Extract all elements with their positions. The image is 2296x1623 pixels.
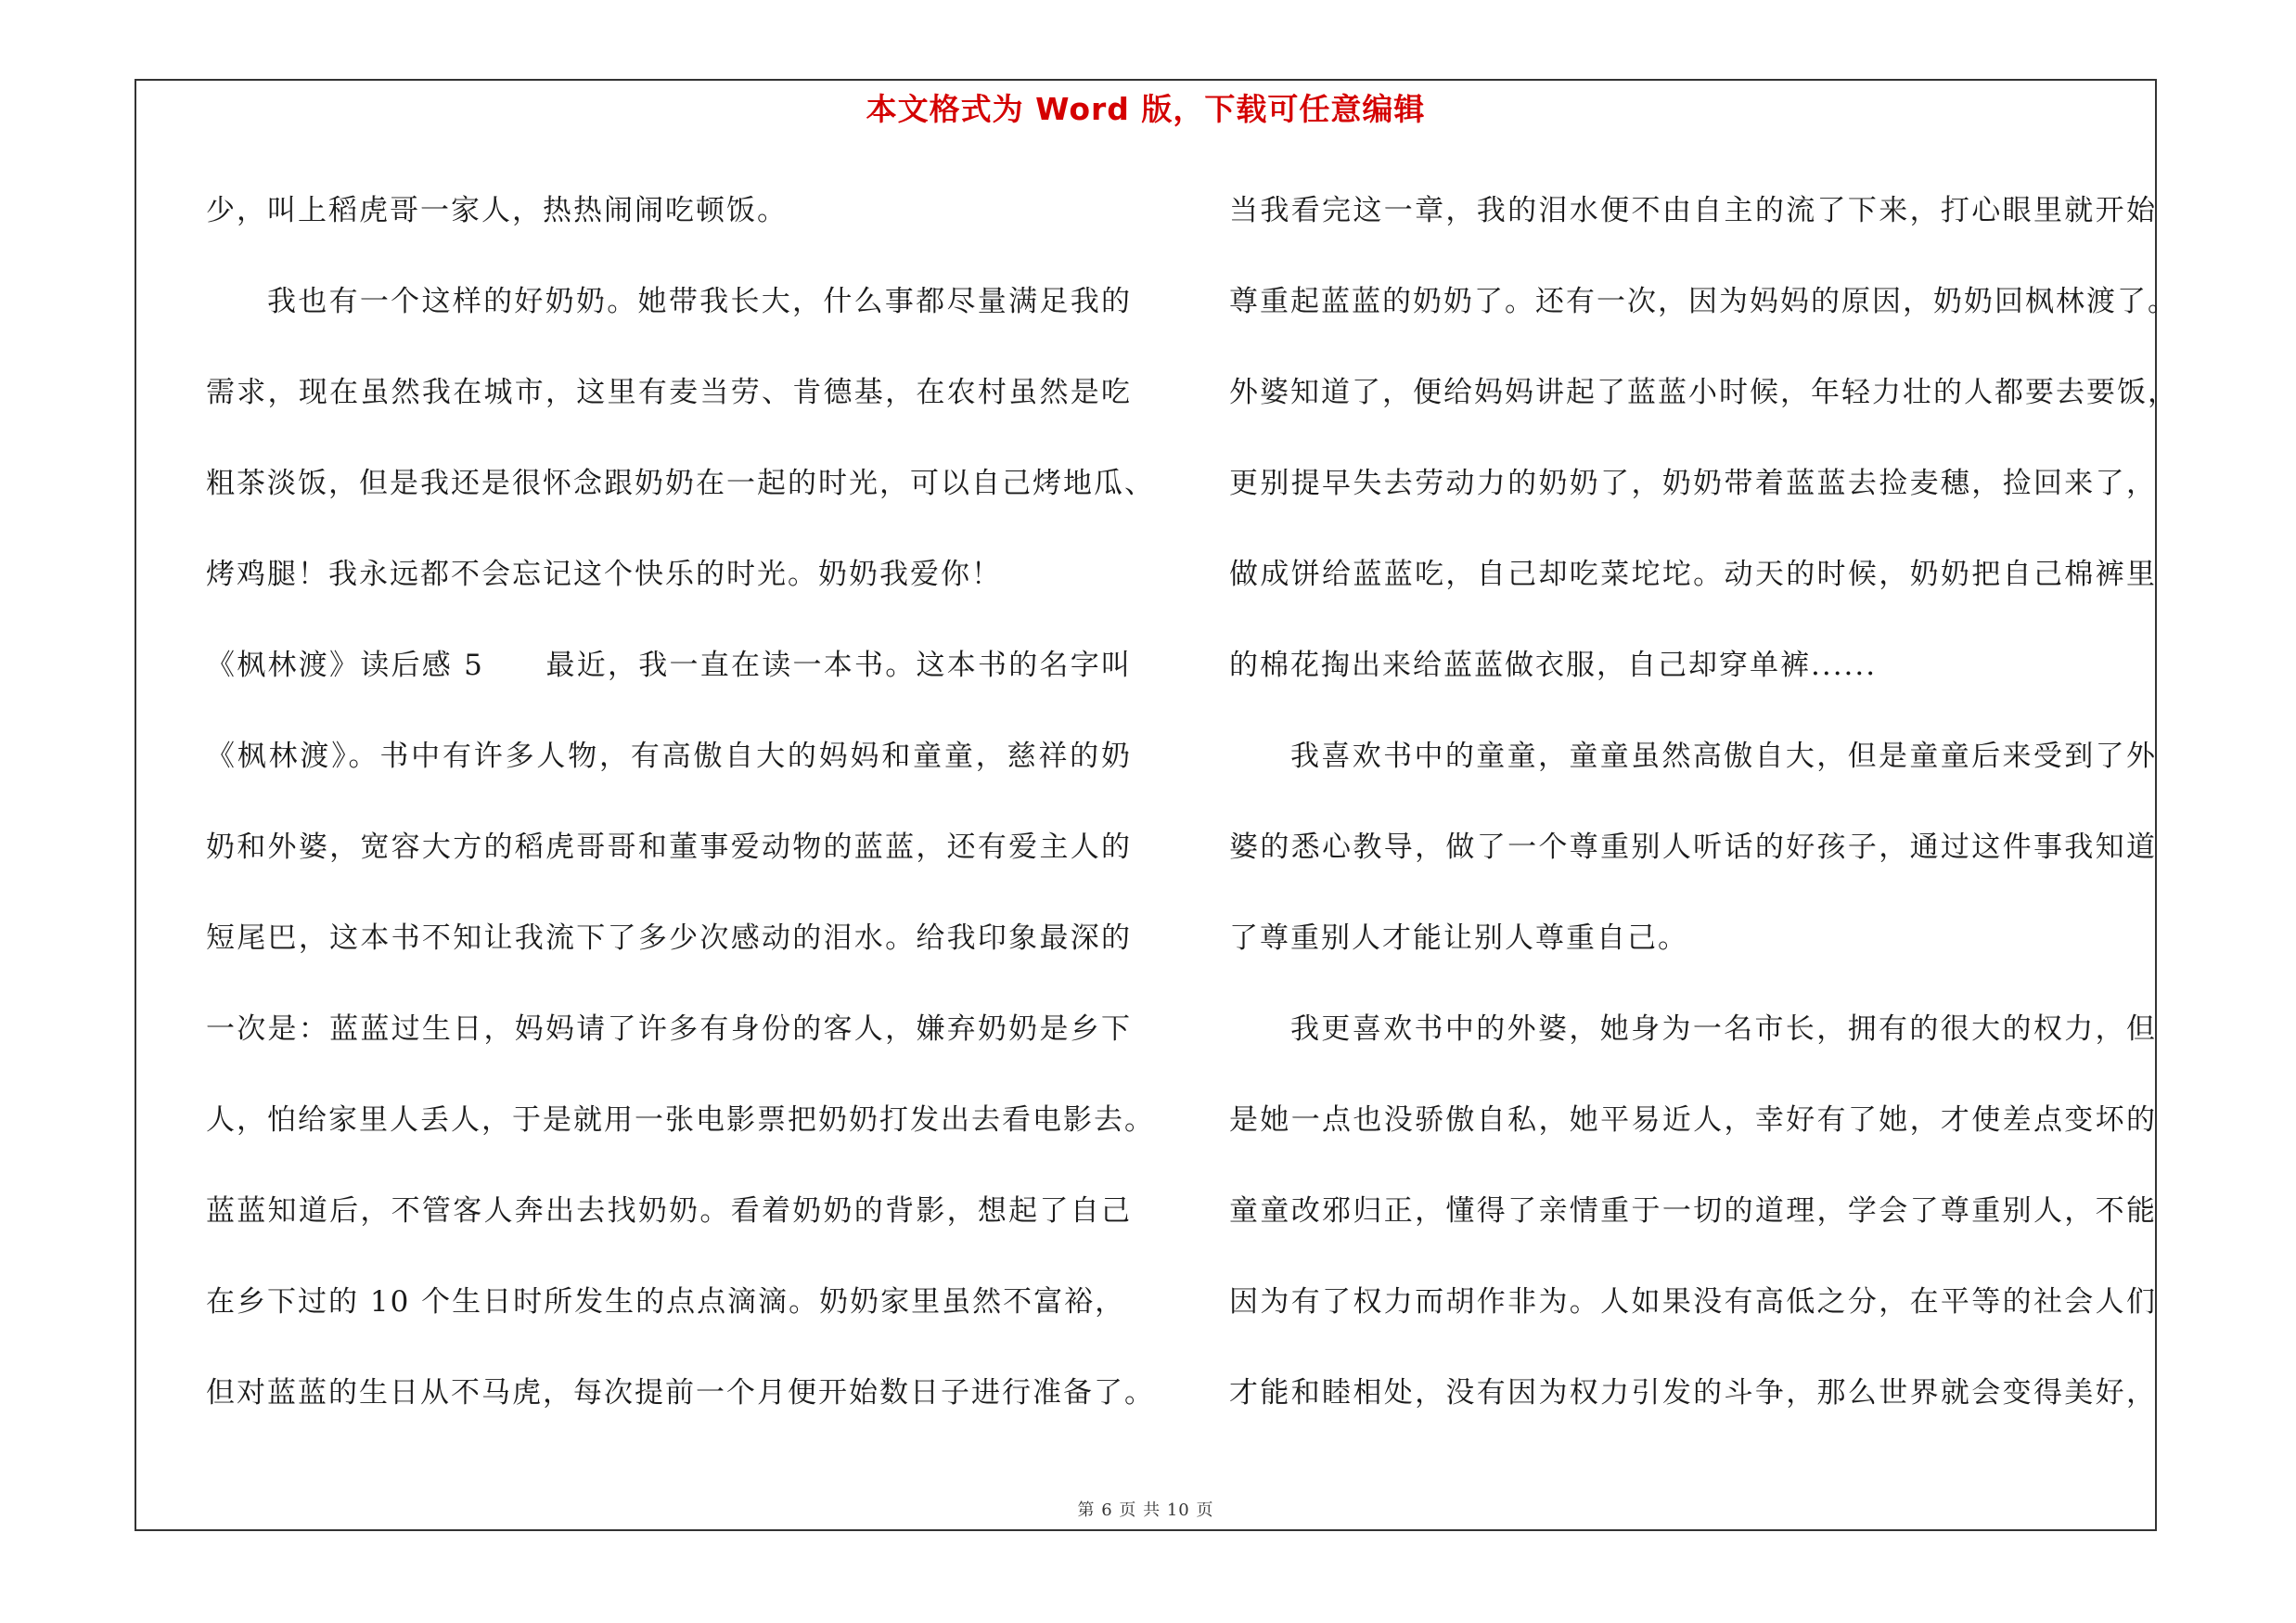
text-line: 尊重起蓝蓝的奶奶了。还有一次，因为妈妈的原因，奶奶回枫林渡了。 xyxy=(1229,285,2178,318)
text-line: 当我看完这一章，我的泪水便不由自主的流了下来，打心眼里就开始 xyxy=(1229,194,2157,227)
text-line: 蓝蓝知道后，不管客人奔出去找奶奶。看着奶奶的背影，想起了自己 xyxy=(206,1194,1132,1228)
text-line: 做成饼给蓝蓝吃，自己却吃菜坨坨。动天的时候，奶奶把自己棉裤里 xyxy=(1229,558,2157,591)
text-line: 我喜欢书中的童童，童童虽然高傲自大，但是童童后来受到了外 xyxy=(1290,740,2157,773)
text-line: 在乡下过的 10 个生日时所发生的点点滴滴。奶奶家里虽然不富裕， xyxy=(206,1285,1126,1319)
page-number: 第 6 页 共 10 页 xyxy=(1077,1501,1214,1520)
text-line: 《枫林渡》读后感 5 最近，我一直在读一本书。这本书的名字叫 xyxy=(206,649,1132,682)
text-line: 因为有了权力而胡作非为。人如果没有高低之分，在平等的社会人们 xyxy=(1229,1285,2157,1319)
text-line: 奶和外婆，宽容大方的稻虎哥哥和董事爱动物的蓝蓝，还有爱主人的 xyxy=(206,831,1132,864)
text-line: 少，叫上稻虎哥一家人，热热闹闹吃顿饭。 xyxy=(206,194,788,227)
text-line: 短尾巴，这本书不知让我流下了多少次感动的泪水。给我印象最深的 xyxy=(206,921,1132,955)
text-line: 了尊重别人才能让别人尊重自己。 xyxy=(1229,921,1688,955)
text-line: 才能和睦相处，没有因为权力引发的斗争，那么世界就会变得美好， xyxy=(1229,1376,2157,1410)
text-line: 需求，现在虽然我在城市，这里有麦当劳、肯德基，在农村虽然是吃 xyxy=(206,376,1132,409)
right-column xyxy=(1229,184,2178,1457)
left-column xyxy=(206,184,1155,1457)
text-line: 婆的悉心教导，做了一个尊重别人听话的好孩子，通过这件事我知道 xyxy=(1229,831,2157,864)
text-line: 一次是：蓝蓝过生日，妈妈请了许多有身份的客人，嫌弃奶奶是乡下 xyxy=(206,1012,1132,1046)
text-line: 童童改邪归正，懂得了亲情重于一切的道理，学会了尊重别人，不能 xyxy=(1229,1194,2157,1228)
header-title: 本文格式为 Word 版，下载可任意编辑 xyxy=(866,91,1426,127)
text-line: 我也有一个这样的好奶奶。她带我长大，什么事都尽量满足我的 xyxy=(267,285,1132,318)
text-line: 粗茶淡饭，但是我还是很怀念跟奶奶在一起的时光，可以自己烤地瓜、 xyxy=(206,467,1155,500)
text-line: 烤鸡腿！我永远都不会忘记这个快乐的时光。奶奶我爱你！ xyxy=(206,558,1002,591)
text-line: 是她一点也没骄傲自私，她平易近人，幸好有了她，才使差点变坏的 xyxy=(1229,1103,2157,1137)
text-line: 人，怕给家里人丢人，于是就用一张电影票把奶奶打发出去看电影去。 xyxy=(206,1103,1155,1137)
text-line: 我更喜欢书中的外婆，她身为一名市长，拥有的很大的权力，但 xyxy=(1290,1012,2157,1046)
text-line: 但对蓝蓝的生日从不马虎，每次提前一个月便开始数日子进行准备了。 xyxy=(206,1376,1155,1410)
text-line: 的棉花掏出来给蓝蓝做衣服，自己却穿单裤...... xyxy=(1229,649,1878,682)
text-line: 更别提早失去劳动力的奶奶了，奶奶带着蓝蓝去捡麦穗，捡回来了， xyxy=(1229,467,2157,500)
text-line: 《枫林渡》。书中有许多人物，有高傲自大的妈妈和童童，慈祥的奶 xyxy=(206,740,1132,773)
text-line: 外婆知道了，便给妈妈讲起了蓝蓝小时候，年轻力壮的人都要去要饭， xyxy=(1229,376,2178,409)
